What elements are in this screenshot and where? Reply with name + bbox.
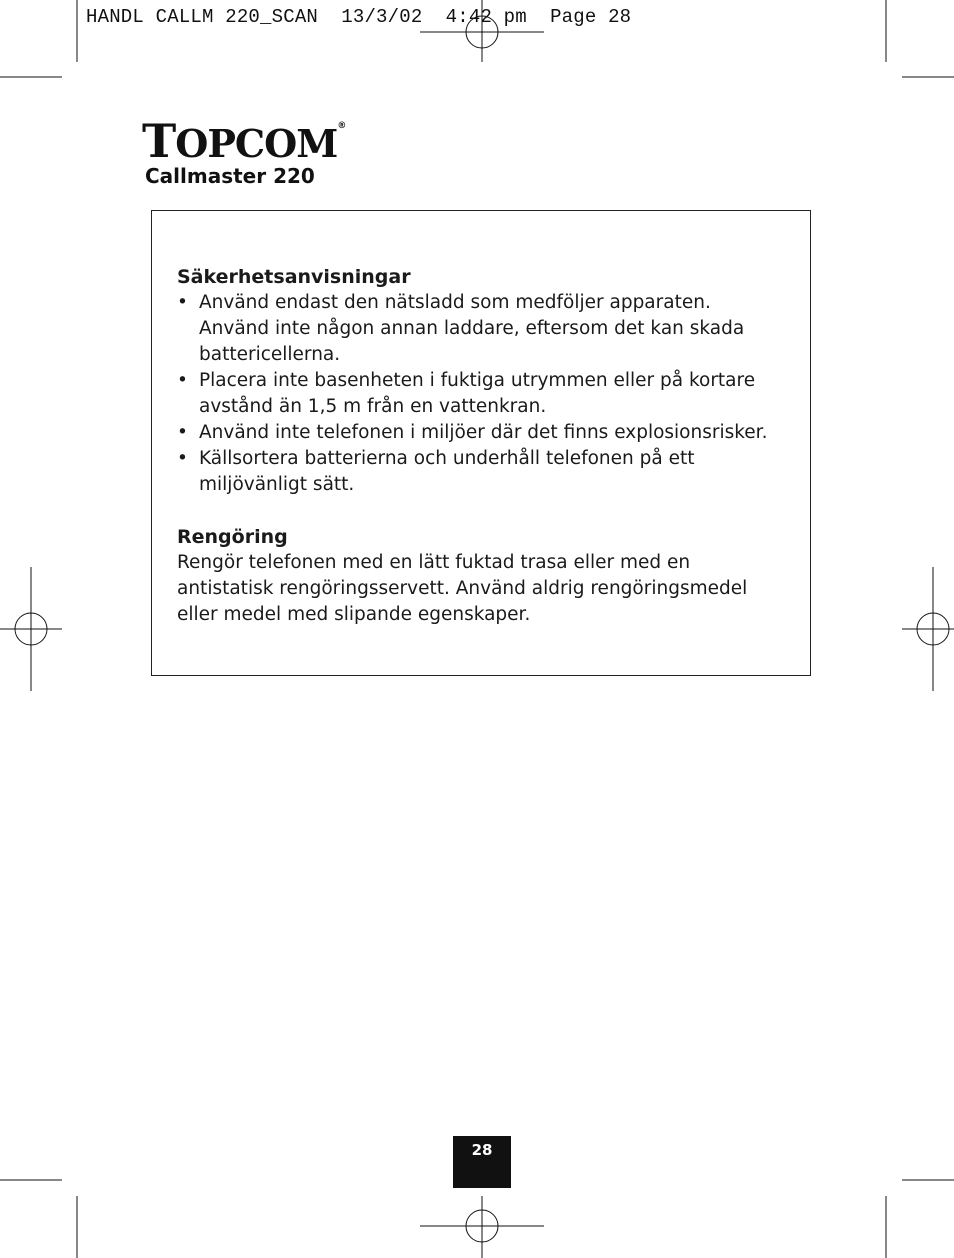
list-item: • Källsortera batterierna och underhåll telefonen på ett miljövänligt sätt. [177,446,777,498]
topcom-logo [142,114,346,168]
cleaning-heading: Rengöring [177,526,288,548]
cleaning-section [177,524,777,628]
safety-list [177,290,777,498]
manual-content [177,264,777,628]
page-number: 28 [453,1136,511,1188]
logo-rest: OPCOM [175,121,338,166]
registered-mark: ® [337,121,346,131]
logo-initial: T [142,114,176,168]
safety-heading: Säkerhetsanvisningar [177,266,411,288]
list-item: • Använd endast den nätsladd som medföljer apparaten. Använd inte någon annan laddare, eftersom det kan skada battericellerna. [177,290,777,368]
list-item: • Placera inte basenheten i fuktiga utrymmen eller på kortare avstånd än 1,5 m från en vattenkran. [177,368,777,420]
cleaning-text: Rengör telefonen med en lätt fuktad trasa eller med en antistatisk rengöringsservett. Använd aldrig rengöringsmedel eller medel med slipande egenskaper. [177,552,748,625]
list-item: • Använd inte telefonen i miljöer där det finns explosionsrisker. [177,420,777,446]
product-name: Callmaster 220 [145,164,315,188]
print-slug-line: HANDL CALLM 220_SCAN 13/3/02 4:42 pm Page 28 [86,6,632,28]
